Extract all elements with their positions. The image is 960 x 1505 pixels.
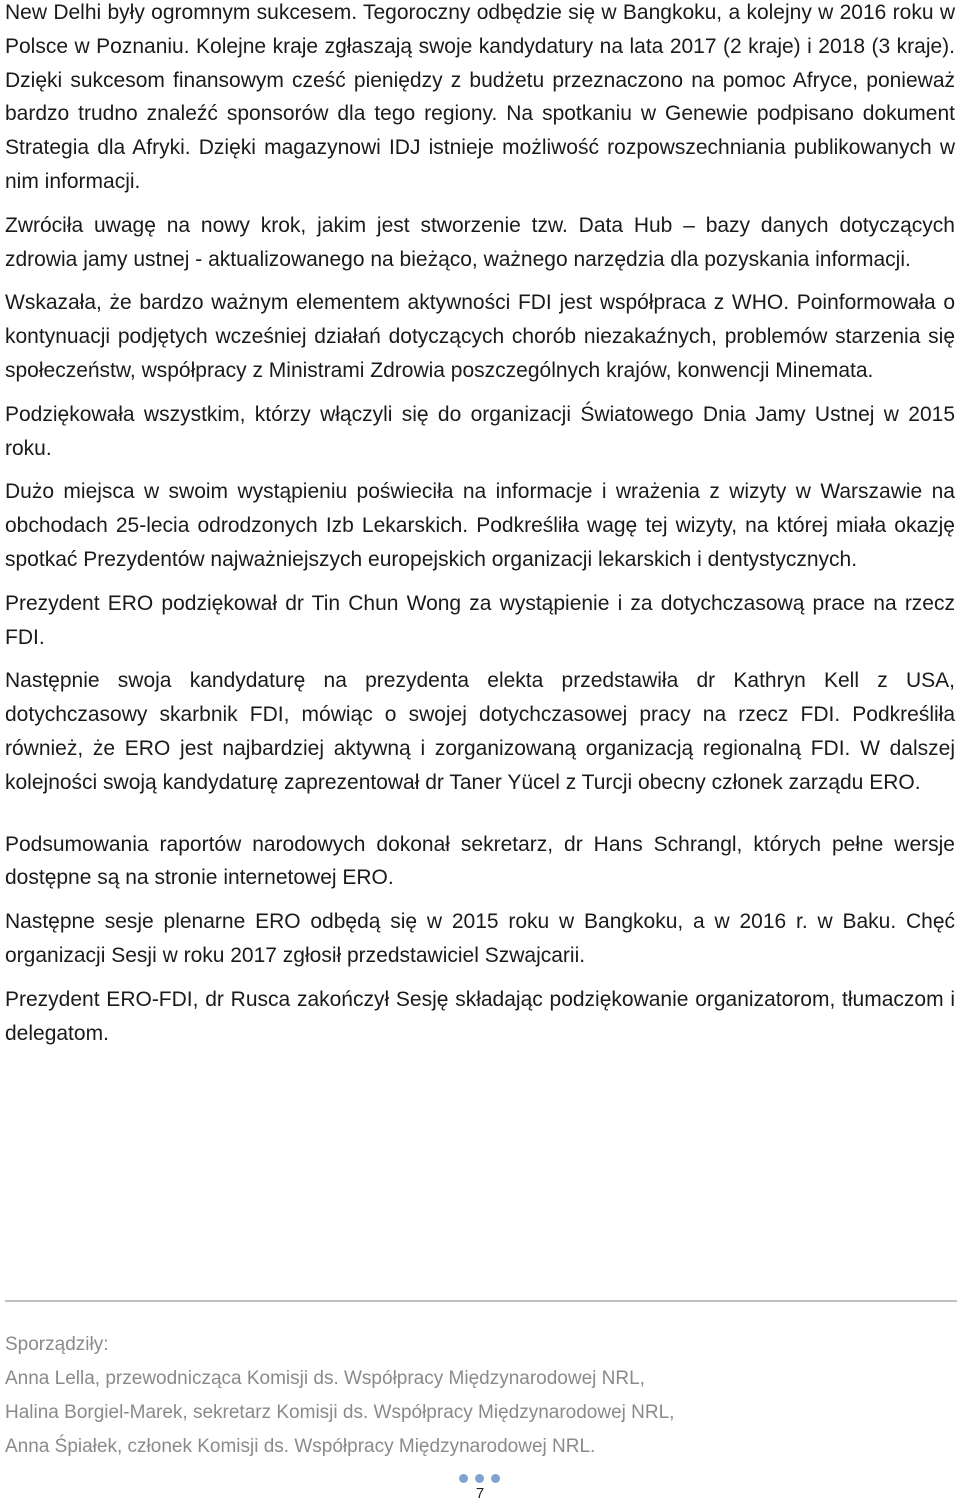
paragraph: Dużo miejsca w swoim wystąpieniu poświeciła na informacje i wrażenia z wizyty w Warszawie na obchodach 25-lecia odrodzonych Izb Lekarskich. Podkreśliła wagę tej wizyty, na której miała okazję spotkać Prezydentów najważniejszych europejskich organizacji lekarskich i dentystycznych. — [5, 480, 955, 571]
author-line: Anna Lella, przewodnicząca Komisji ds. Współpracy Międzynarodowej NRL, — [5, 1368, 645, 1389]
paragraph: Zwróciła uwagę na nowy krok, jakim jest stworzenie tzw. Data Hub – bazy danych dotyczących zdrowia jamy ustnej - aktualizowanego na bieżąco, ważnego narzędzia dla pozyskania informacji. — [5, 213, 955, 271]
paragraph: Prezydent ERO-FDI, dr Rusca zakończył Sesję składając podziękowanie organizatorom, tłumaczom i delegatom. — [5, 987, 955, 1045]
prepared-by-label: Sporządziły: — [5, 1334, 109, 1355]
ornament-dot — [475, 1474, 484, 1483]
page-number: 7 — [475, 1485, 485, 1502]
paragraph: New Delhi były ogromnym sukcesem. Tegoroczny odbędzie się w Bangkoku, a kolejny w 2016 roku w Polsce w Poznaniu. Kolejne kraje zgłaszają swoje kandydatury na lata 2017 (2 kraje) i 2018 (3 kraje). Dzięki sukcesom finansowym cześć pieniędzy z budżetu przeznaczono na pomoc Afryce, ponieważ bardzo trudno znaleźć sponsorów dla tego regiony. Na spotkaniu w Genewie podpisano dokument Strategia dla Afryki. Dzięki magazynowi IDJ istnieje możliwość rozpowszechniania publikowanych w nim informacji. — [5, 1, 955, 193]
paragraph: Podsumowania raportów narodowych dokonał sekretarz, dr Hans Schrangl, których pełne wersje dostępne są na stronie internetowej ERO. — [5, 832, 955, 890]
author-line: Halina Borgiel-Marek, sekretarz Komisji ds. Współpracy Międzynarodowej NRL, — [5, 1402, 675, 1423]
document-body — [5, 0, 955, 1050]
footer-credits — [5, 1328, 945, 1464]
ornament-dot — [459, 1474, 468, 1483]
page-ornament-dots — [459, 1474, 503, 1484]
paragraph: Podziękowała wszystkim, którzy włączyli się do organizacji Światowego Dnia Jamy Ustnej w 2015 roku. — [5, 402, 955, 460]
paragraph: Następne sesje plenarne ERO odbędą się w 2015 roku w Bangkoku, a w 2016 r. w Baku. Chęć organizacji Sesji w roku 2017 zgłosił przedstawiciel Szwajcarii. — [5, 910, 955, 967]
paragraph: Prezydent ERO podziękował dr Tin Chun Wong za wystąpienie i za dotychczasową prace na rzecz FDI. — [5, 591, 955, 649]
paragraph: Wskazała, że bardzo ważnym elementem aktywności FDI jest współpraca z WHO. Poinformowała o kontynuacji podjętych wcześniej działań dotyczących chorób niezakaźnych, problemów starzenia się społeczeństw, współpracy z Ministrami Zdrowia poszczególnych krajów, konwencji Minemata. — [5, 291, 955, 382]
paragraph: Następnie swoja kandydaturę na prezydenta elekta przedstawiła dr Kathryn Kell z USA, dotychczasowy skarbnik FDI, mówiąc o swojej dotychczasowej pracy na rzecz FDI. Podkreśliła również, że ERO jest najbardziej aktywną i zorganizowaną organizacją regionalną FDI. W dalszej kolejności swoją kandydaturę zaprezentował dr Taner Yücel z Turcji obecny członek zarządu ERO. — [5, 669, 955, 794]
author-line: Anna Śpiałek, członek Komisji ds. Współpracy Międzynarodowej NRL. — [5, 1436, 596, 1457]
footer-divider — [5, 1300, 957, 1302]
ornament-dot — [491, 1474, 500, 1483]
